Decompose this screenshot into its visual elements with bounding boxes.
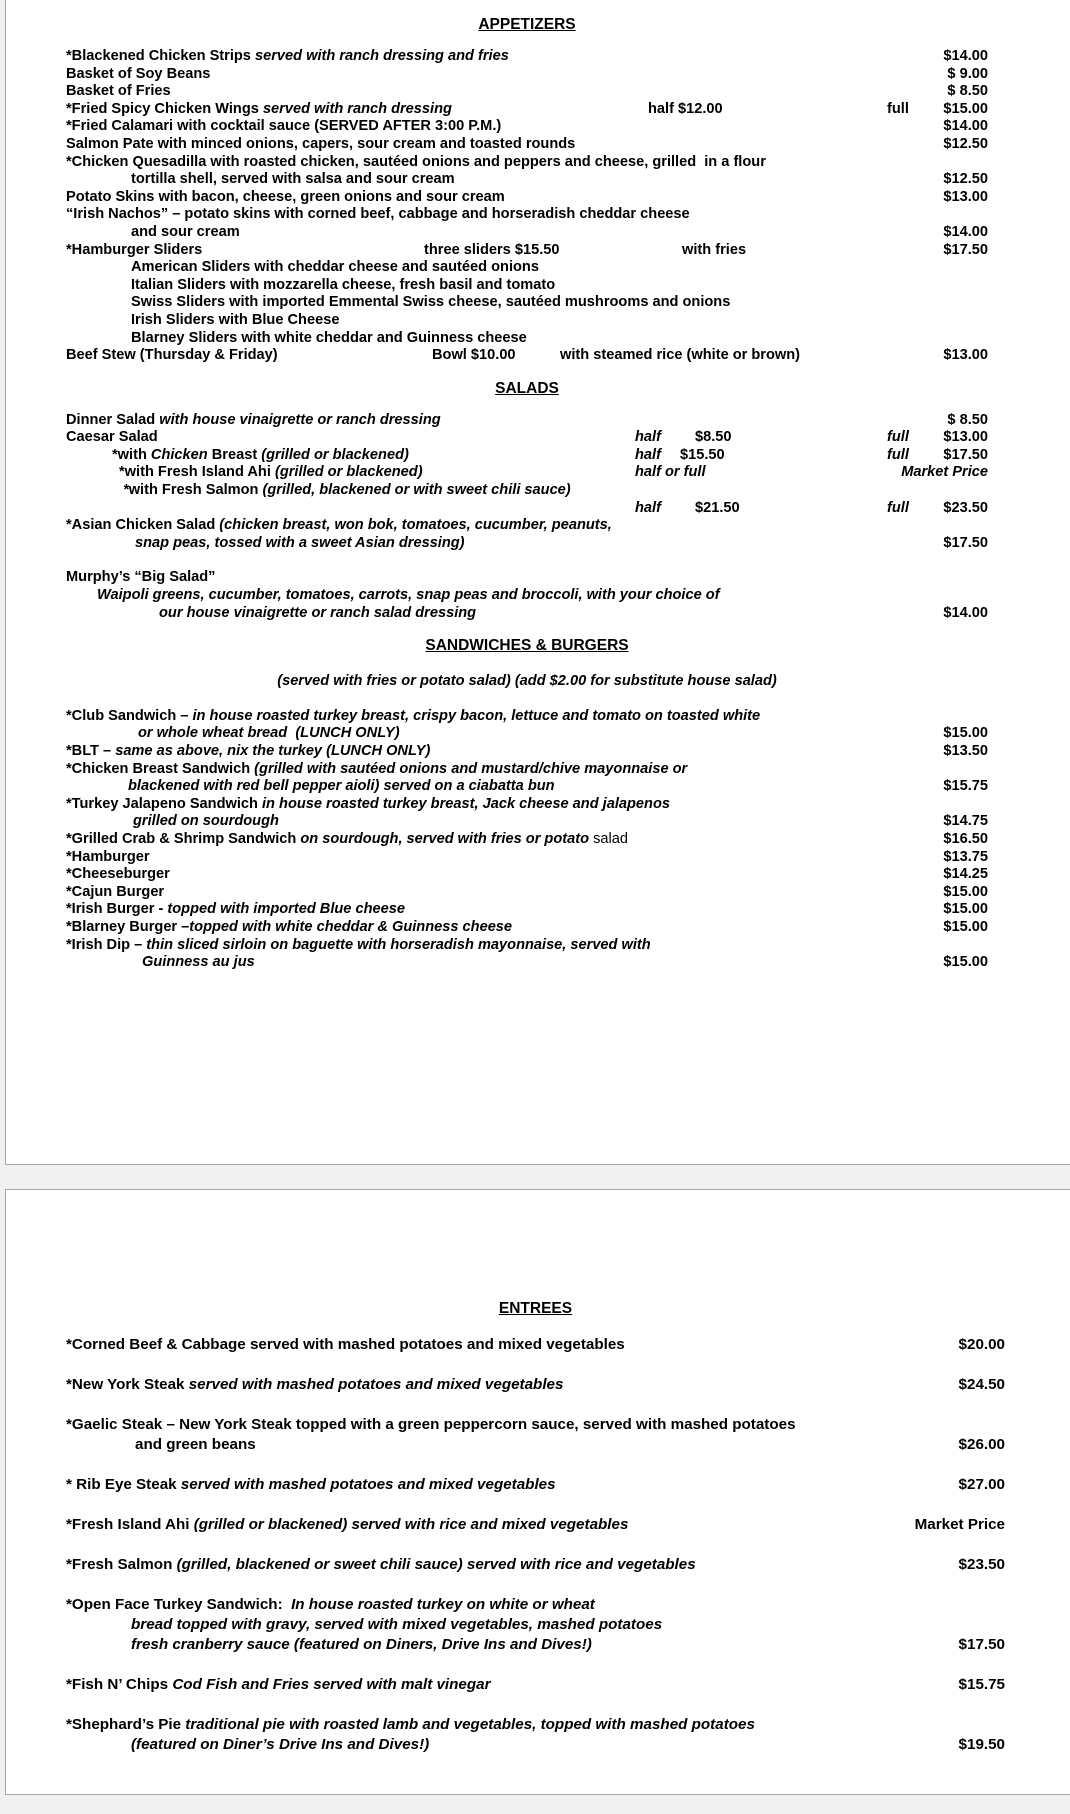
menu-line (66, 1635, 1005, 1655)
section-title (66, 380, 988, 398)
menu-line (66, 500, 988, 518)
menu-line (66, 1335, 1005, 1355)
menu-text-run: Salmon Pate with minced onions, capers, sour cream and toasted rounds (66, 135, 576, 152)
menu-line (66, 1615, 1005, 1635)
menu-text-run: *Fresh Island Ahi (66, 1516, 194, 1533)
mid-column (424, 242, 559, 260)
menu-text-run: *Open Face Turkey Sandwich: (66, 1596, 292, 1613)
menu-text-run: Guinness au jus (142, 954, 255, 971)
menu-text-run: (chicken breast, won bok, tomatoes, cucumber, peanuts, (219, 517, 612, 534)
price: $17.50 (943, 534, 988, 551)
menu-text-run: three sliders $15.50 (424, 241, 560, 258)
menu-line (66, 1515, 1005, 1535)
menu-line (66, 1595, 1005, 1615)
menu-line (66, 761, 988, 779)
price: $20.00 (958, 1336, 1005, 1353)
menu-text-run: *Irish Burger - (66, 901, 168, 918)
price: $15.75 (958, 1676, 1005, 1693)
mid-column (887, 101, 909, 119)
menu-text-run: Swiss Sliders with imported Emmental Swiss cheese, sautéed mushrooms and onions (131, 294, 731, 311)
price: $24.50 (958, 1376, 1005, 1393)
menu-line (66, 849, 988, 867)
menu-text-run: snap peas, tossed with a sweet Asian dressing) (135, 534, 465, 551)
menu-text-run: *Gaelic Steak – New York Steak topped with a green peppercorn sauce, served with mashed potatoes (66, 1416, 796, 1433)
price: $23.50 (958, 1556, 1005, 1573)
menu-text-run: Basket of Soy Beans (66, 65, 211, 82)
menu-line (66, 412, 988, 430)
menu-line (66, 1435, 1005, 1455)
menu-text-run: *Blackened Chicken Strips (66, 48, 255, 64)
price: $17.50 (943, 446, 988, 463)
menu-line (66, 224, 988, 242)
price: $19.50 (958, 1736, 1005, 1753)
menu-text-run: half (635, 429, 661, 446)
menu-line (66, 831, 988, 849)
page-2-content (6, 1190, 1070, 1794)
price: $15.00 (943, 954, 988, 971)
mid-column (648, 101, 723, 119)
menu-text-run: on sourdough, served with fries or potato (300, 830, 594, 847)
section-title-text: ENTREES (498, 1300, 573, 1317)
menu-text-run: Beef Stew (Thursday & Friday) (66, 347, 278, 364)
menu-text-run: Chicken (150, 446, 208, 463)
mid-column (695, 500, 740, 518)
menu-text-run: traditional pie with roasted lamb and vegetables, topped with mashed potatoes (185, 1716, 755, 1733)
price: $13.00 (943, 188, 988, 205)
menu-text-run: full (887, 100, 909, 117)
price: $14.75 (943, 813, 988, 830)
menu-text-run: topped with white cheddar & Guinness cheese (189, 918, 513, 935)
menu-line (66, 1475, 1005, 1495)
menu-text-run: *Fresh Salmon (66, 1556, 177, 1573)
menu-line (66, 517, 988, 535)
menu-text-run: Italian Sliders with mozzarella cheese, fresh basil and tomato (131, 276, 556, 293)
menu-line (66, 1735, 1005, 1755)
menu-line (66, 569, 988, 587)
price: $14.00 (943, 604, 988, 621)
price: $15.00 (943, 883, 988, 900)
section-title (66, 637, 988, 655)
menu-text-run: with fries (682, 241, 747, 258)
menu-text-run: half (635, 499, 661, 516)
section-title-text: SANDWICHES & BURGERS (425, 637, 629, 655)
mid-column (680, 447, 725, 465)
menu-text-run: with steamed rice (white or brown) (560, 347, 801, 364)
mid-column (887, 429, 909, 447)
menu-text-run: with house vinaigrette or ranch dressing (159, 411, 441, 428)
menu-text-run: full (887, 429, 909, 446)
menu-text-run: *with Fresh Island Ahi (119, 464, 275, 481)
menu-line (66, 154, 988, 172)
menu-text-run: *Asian Chicken Salad (66, 517, 220, 534)
section-note: (served with fries or potato salad) (add $2.00 for substitute house salad) (277, 673, 777, 690)
menu-line (66, 813, 988, 831)
menu-text-run: *Corned Beef & Cabbage served with mashed potatoes and mixed vegetables (66, 1336, 625, 1353)
menu-text-run: in house roasted turkey breast, crispy bacon, lettuce and tomato on toasted white (192, 707, 761, 724)
price: $13.50 (943, 743, 988, 759)
menu-line (66, 778, 988, 796)
menu-text-run: served with mashed potatoes and mixed vegetables (180, 1476, 556, 1493)
menu-text-run: (grilled or blackened) served with rice and mixed vegetables (193, 1516, 629, 1533)
menu-text-run: our house vinaigrette or ranch salad dressing (159, 604, 477, 621)
menu-text-run: with Fresh Salmon (128, 482, 263, 499)
menu-line (66, 796, 988, 814)
price: $13.75 (943, 848, 988, 865)
menu-text-run: *Grilled Crab & Shrimp Sandwich (66, 830, 301, 847)
menu-text-run: $8.50 (695, 429, 732, 446)
menu-text-run: Waipoli greens, cucumber, tomatoes, carrots, snap peas and broccoli, with your choice of (97, 587, 720, 604)
price: $12.50 (943, 171, 988, 188)
price: $15.75 (943, 778, 988, 795)
menu-text-run: (grilled or blackened) (261, 446, 409, 463)
price: Market Price (901, 464, 988, 481)
menu-text-run: Caesar Salad (66, 429, 158, 446)
menu-text-run: *Club Sandwich – (66, 707, 193, 724)
menu-text-run: *Cajun Burger (66, 883, 165, 900)
mid-column (432, 347, 516, 365)
menu-text-run: $15.50 (680, 446, 725, 463)
menu-text-run: *Fish N’ Chips (66, 1676, 173, 1693)
mid-column (887, 500, 909, 518)
menu-text-run: served with ranch dressing and fries (254, 48, 509, 64)
section-title (66, 16, 988, 34)
menu-text-run: In house roasted turkey on white or wheat (291, 1596, 595, 1613)
mid-column (560, 347, 800, 365)
menu-text-run: *Irish Dip – (66, 936, 147, 953)
menu-text-run: *BLT – (66, 743, 116, 759)
price: $16.50 (943, 830, 988, 847)
menu-line (66, 464, 988, 482)
price: $15.00 (943, 725, 988, 742)
menu-text-run: and green beans (135, 1436, 256, 1453)
menu-text-run: “Irish Nachos” – potato skins with corned beef, cabbage and horseradish cheddar cheese (66, 206, 690, 223)
menu-text-run: (grilled, blackened or with sweet chili sauce) (262, 482, 571, 499)
menu-line (66, 66, 988, 84)
menu-line (66, 101, 988, 119)
menu-line (66, 312, 988, 330)
menu-text-run: bread topped with gravy, served with mixed vegetables, mashed potatoes (131, 1616, 663, 1633)
menu-text-run: *with (112, 446, 151, 463)
menu-text-run: Dinner Salad (66, 411, 160, 428)
page-gap (0, 1165, 1070, 1189)
menu-text-run: tortilla shell, served with salsa and sour cream (131, 171, 455, 188)
menu-text-run: half or full (635, 464, 706, 481)
menu-line (66, 277, 988, 295)
menu-text-run: Breast (207, 446, 262, 463)
menu-text-run: same as above, nix the turkey (LUNCH ONLY) (115, 743, 431, 759)
menu-line (66, 171, 988, 189)
page-1 (5, 0, 1070, 1165)
price: $26.00 (958, 1436, 1005, 1453)
menu-text-run: (grilled with sautéed onions and mustard/chive mayonnaise or (254, 760, 688, 777)
menu-text-run: Cod Fish and Fries served with malt vinegar (172, 1676, 491, 1693)
price: $15.00 (943, 901, 988, 918)
menu-text-run: Basket of Fries (66, 83, 171, 100)
menu-text-run: (grilled, blackened or sweet chili sauce) served with rice and vegetables (176, 1556, 696, 1573)
menu-line (66, 605, 988, 623)
menu-text-run: *Cheeseburger (66, 866, 170, 883)
menu-line (66, 259, 988, 277)
price: $13.00 (943, 347, 988, 364)
menu-text-run: $21.50 (695, 499, 740, 516)
menu-text-run: full (887, 446, 909, 463)
menu-text-run: American Sliders with cheddar cheese and sautéed onions (131, 259, 539, 276)
menu-text-run: (featured on Diner’s Drive Ins and Dives!) (131, 1736, 430, 1753)
price: $ 8.50 (947, 411, 988, 428)
menu-line (66, 429, 988, 447)
price: $12.50 (943, 135, 988, 152)
menu-text-run: *Fried Spicy Chicken Wings (66, 100, 263, 117)
menu-text-run: *Hamburger (66, 848, 150, 865)
menu-text-run: (grilled or blackened) (274, 464, 423, 481)
menu-text-run: served with ranch dressing (262, 100, 452, 117)
menu-text-run: *Shephard’s Pie (66, 1716, 186, 1733)
mid-column (635, 464, 706, 482)
price: $15.00 (943, 918, 988, 935)
mid-column (635, 500, 661, 518)
price: $17.50 (943, 241, 988, 258)
menu-text-run: or whole wheat bread (LUNCH ONLY) (138, 725, 400, 742)
section-title (66, 1300, 1005, 1318)
price: $27.00 (958, 1476, 1005, 1493)
menu-text-run: *New York Steak (66, 1376, 189, 1393)
menu-text-run: *Fried Calamari with cocktail sauce (SERVED AFTER 3:00 P.M.) (66, 118, 502, 135)
menu-line (66, 118, 988, 136)
price: $23.50 (943, 499, 988, 516)
menu-line (66, 1715, 1005, 1735)
menu-line (66, 708, 988, 726)
menu-line (66, 725, 988, 743)
menu-text-run: Bowl $10.00 (432, 347, 516, 364)
menu-line (66, 1375, 1005, 1395)
menu-text-run: half (635, 446, 661, 463)
menu-text-run: *Hamburger Sliders (66, 241, 203, 258)
menu-text-run: blackened with red bell pepper aioli) served on a ciabatta bun (128, 778, 555, 795)
section-title-text: SALADS (495, 379, 559, 397)
menu-text-run: full (887, 499, 909, 516)
price: $13.00 (943, 429, 988, 446)
menu-text-run: *Blarney Burger – (66, 918, 190, 935)
menu-text-run: topped with imported Blue cheese (167, 901, 405, 918)
menu-text-run: Potato Skins with bacon, cheese, green onions and sour cream (66, 188, 505, 205)
price: $17.50 (958, 1636, 1005, 1653)
menu-line (66, 1675, 1005, 1695)
price: $14.25 (943, 866, 988, 883)
mid-column (635, 429, 661, 447)
menu-text-run: * Rib Eye Steak (66, 1476, 181, 1493)
menu-line (66, 136, 988, 154)
menu-line (66, 937, 988, 955)
menu-text-run: in house roasted turkey breast, Jack cheese and jalapenos (262, 795, 670, 812)
menu-line (66, 447, 988, 465)
menu-line (66, 884, 988, 902)
menu-text-run: *Chicken Quesadilla with roasted chicken, sautéed onions and peppers and cheese, grilled in a flour (66, 153, 766, 170)
mid-column (887, 447, 909, 465)
menu-line (66, 587, 988, 605)
menu-text-run: thin sliced sirloin on baguette with horseradish mayonnaise, served with (146, 936, 651, 953)
menu-text-run: grilled on sourdough (133, 813, 279, 830)
menu-text-run: Blarney Sliders with white cheddar and Guinness cheese (131, 329, 527, 346)
menu-line (66, 866, 988, 884)
menu-text-run: served with mashed potatoes and mixed vegetables (188, 1376, 564, 1393)
mid-column (695, 429, 732, 447)
menu-line (66, 1415, 1005, 1435)
price: $14.00 (943, 118, 988, 135)
menu-line (66, 535, 988, 553)
menu-text-run: Murphy’s “Big Salad” (66, 569, 216, 586)
menu-line (66, 901, 988, 919)
menu-text-run: half $12.00 (648, 100, 723, 117)
menu-text-run: *Chicken Breast Sandwich (66, 760, 255, 777)
menu-text-run: fresh cranberry sauce (featured on Diners, Drive Ins and Dives!) (131, 1636, 592, 1653)
menu-line (66, 954, 988, 972)
menu-line (66, 242, 988, 260)
menu-line (66, 330, 988, 348)
price: $14.00 (943, 223, 988, 240)
menu-text-run: *Turkey Jalapeno Sandwich (66, 795, 262, 812)
menu-line (66, 347, 988, 365)
mid-column (682, 242, 746, 260)
price: $ 9.00 (947, 65, 988, 82)
menu-line (66, 294, 988, 312)
price: $15.00 (943, 100, 988, 117)
price: Market Price (914, 1516, 1005, 1533)
menu-line (66, 743, 988, 761)
menu-text-run: * (123, 482, 129, 499)
menu-text-run: Irish Sliders with Blue Cheese (131, 311, 340, 328)
menu-line (66, 189, 988, 207)
menu-text-run: salad (593, 830, 628, 847)
menu-line (66, 1555, 1005, 1575)
page-2 (5, 1189, 1070, 1795)
menu-line (66, 48, 988, 66)
menu-line (66, 206, 988, 224)
mid-column (635, 447, 661, 465)
menu-text-run: and sour cream (131, 223, 240, 240)
section-title-text: APPETIZERS (478, 16, 576, 33)
menu-line (66, 919, 988, 937)
menu-line (66, 83, 988, 101)
page-1-content (6, 0, 1070, 1164)
menu-line (66, 482, 988, 500)
price: $14.00 (943, 48, 988, 64)
price: $ 8.50 (947, 83, 988, 100)
